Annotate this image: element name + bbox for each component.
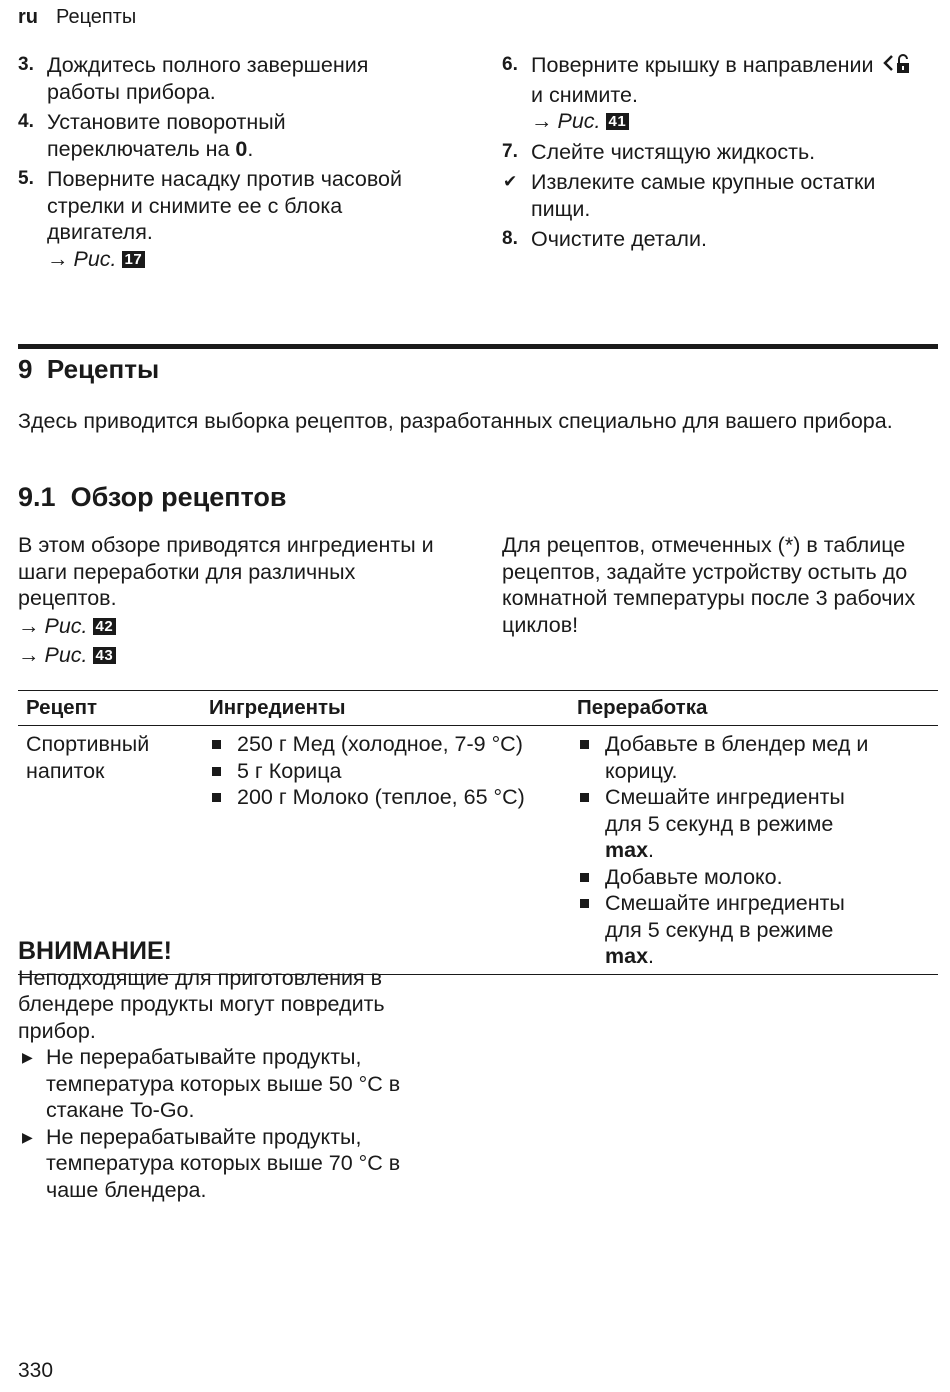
ingredient-text: 250 г Мед (холодное, 7-9 °C) bbox=[237, 732, 523, 756]
arrow-icon: → bbox=[531, 109, 553, 133]
mode-keyword: max bbox=[605, 838, 649, 862]
step-text-end: . bbox=[247, 136, 254, 161]
processing-text: Добавьте молоко. bbox=[605, 864, 783, 889]
step-text: Извлеките самые крупные остатки пищи. bbox=[531, 170, 876, 221]
step-3 bbox=[18, 52, 443, 105]
step-text-continued: и снимите. bbox=[531, 82, 638, 107]
figure-label: Рис. bbox=[557, 109, 601, 133]
section-divider bbox=[18, 344, 938, 349]
bullet-square-icon bbox=[212, 740, 221, 749]
warning-title: ВНИМАНИЕ! bbox=[18, 937, 172, 965]
processing-text: Смешайте ингредиенты для 5 секунд в режиме bbox=[605, 785, 845, 836]
step-4 bbox=[18, 109, 443, 162]
warning-item bbox=[18, 1044, 458, 1124]
column-header-recipe: Рецепт bbox=[18, 691, 201, 726]
figure-number: 41 bbox=[606, 113, 630, 130]
subsection-note: Для рецептов, отмеченных (*) в таблице рецептов, задайте устройству остыть до комнатной температуры после 3 рабочих циклов! bbox=[502, 533, 916, 637]
bullet-square-icon bbox=[580, 793, 589, 802]
ingredient-text: 200 г Молоко (теплое, 65 °C) bbox=[237, 785, 525, 809]
step-6 bbox=[502, 52, 938, 135]
subsection-title: Обзор рецептов bbox=[70, 482, 287, 512]
step-text: Слейте чистящую жидкость. bbox=[531, 139, 816, 164]
triangle-bullet-icon: ▶ bbox=[22, 1128, 33, 1145]
step-number: 6. bbox=[502, 54, 518, 75]
processing-cell bbox=[569, 726, 938, 975]
triangle-bullet-icon: ▶ bbox=[22, 1049, 33, 1065]
section-title: Рецепты bbox=[46, 354, 160, 384]
unlock-icon bbox=[883, 53, 911, 82]
subsection-left bbox=[18, 532, 448, 669]
figure-label: Рис. bbox=[44, 643, 88, 667]
step-text: Поверните насадку против часовой стрелки и снимите ее с блока двигателя. bbox=[47, 167, 402, 244]
figure-label: Рис. bbox=[73, 246, 117, 271]
step-result bbox=[502, 169, 938, 222]
processing-step bbox=[577, 864, 877, 891]
bullet-square-icon bbox=[212, 793, 221, 802]
arrow-icon: → bbox=[18, 613, 40, 638]
step-number: 8. bbox=[502, 228, 518, 249]
page-number: 330 bbox=[18, 1359, 54, 1382]
step-text: Установите поворотный переключатель на bbox=[47, 110, 286, 161]
processing-step bbox=[577, 784, 877, 864]
figure-number: 43 bbox=[93, 647, 117, 664]
arrow-icon: → bbox=[47, 246, 69, 271]
warning-item bbox=[18, 1124, 458, 1204]
column-header-ingredients: Ингредиенты bbox=[201, 691, 569, 726]
step-5 bbox=[18, 166, 443, 272]
step-text: Очистите детали. bbox=[531, 227, 707, 251]
recipe-table bbox=[18, 690, 938, 975]
figure-reference[interactable] bbox=[18, 642, 448, 669]
step-number: 3. bbox=[18, 54, 34, 75]
ingredient-item bbox=[209, 731, 561, 758]
subsection-number: 9.1 bbox=[18, 482, 56, 512]
step-number: 7. bbox=[502, 140, 518, 162]
ingredient-text: 5 г Корица bbox=[237, 758, 342, 783]
arrow-icon: → bbox=[18, 643, 40, 667]
bullet-square-icon bbox=[580, 873, 589, 882]
left-steps bbox=[18, 52, 443, 276]
processing-step bbox=[577, 731, 877, 784]
step-8 bbox=[502, 226, 938, 253]
recipe-name-text: Спортивный напиток bbox=[26, 732, 150, 783]
switch-position: 0 bbox=[235, 136, 248, 161]
figure-reference[interactable] bbox=[18, 613, 448, 640]
figure-label: Рис. bbox=[44, 613, 88, 638]
bullet-square-icon bbox=[580, 740, 589, 749]
table-header-row bbox=[18, 691, 938, 726]
processing-text-end: . bbox=[648, 838, 655, 862]
step-text: Поверните крышку в направлении bbox=[531, 53, 874, 77]
warning-item-text: Не перерабатывайте продукты, температура которых выше 50 °C в стакане To-Go. bbox=[46, 1045, 401, 1122]
bullet-square-icon bbox=[580, 899, 589, 908]
processing-text: Добавьте в блендер мед и корицу. bbox=[605, 732, 869, 783]
mode-keyword: max bbox=[605, 944, 649, 968]
step-number: 5. bbox=[18, 168, 34, 189]
subsection-heading bbox=[18, 484, 287, 511]
processing-text-end: . bbox=[648, 944, 655, 968]
figure-reference[interactable] bbox=[531, 108, 938, 135]
header-title: Рецепты bbox=[55, 6, 137, 28]
figure-number: 42 bbox=[93, 618, 117, 635]
figure-number: 17 bbox=[122, 251, 146, 268]
right-steps bbox=[502, 52, 938, 257]
processing-step bbox=[577, 890, 877, 970]
ingredient-item bbox=[209, 758, 561, 785]
step-number: 4. bbox=[18, 111, 34, 132]
step-text: Дождитесь полного завершения работы прибора. bbox=[47, 53, 369, 104]
warning-text: Неподходящие для приготовления в блендере продукты могут повредить прибор. bbox=[18, 965, 385, 1043]
subsection-text: В этом обзоре приводятся ингредиенты и шаги переработки для различных рецептов. bbox=[18, 533, 434, 610]
bullet-square-icon bbox=[212, 767, 221, 776]
section-intro: Здесь приводится выборка рецептов, разработанных специально для вашего прибора. bbox=[18, 409, 893, 433]
section-number: 9 bbox=[18, 354, 33, 384]
checkmark-icon: ✔ bbox=[503, 172, 518, 191]
processing-text: Смешайте ингредиенты для 5 секунд в режиме bbox=[605, 891, 845, 942]
figure-reference[interactable] bbox=[47, 246, 443, 273]
language-code: ru bbox=[18, 6, 38, 28]
ingredients-cell bbox=[201, 726, 569, 975]
section-heading bbox=[18, 356, 159, 383]
column-header-processing: Переработка bbox=[569, 691, 938, 726]
warning-item-text: Не перерабатывайте продукты, температура которых выше 70 °C в чаше блендера. bbox=[46, 1124, 401, 1202]
warning-block bbox=[18, 938, 458, 1203]
step-7 bbox=[502, 139, 938, 166]
ingredient-item bbox=[209, 784, 561, 811]
page-header bbox=[18, 3, 136, 31]
